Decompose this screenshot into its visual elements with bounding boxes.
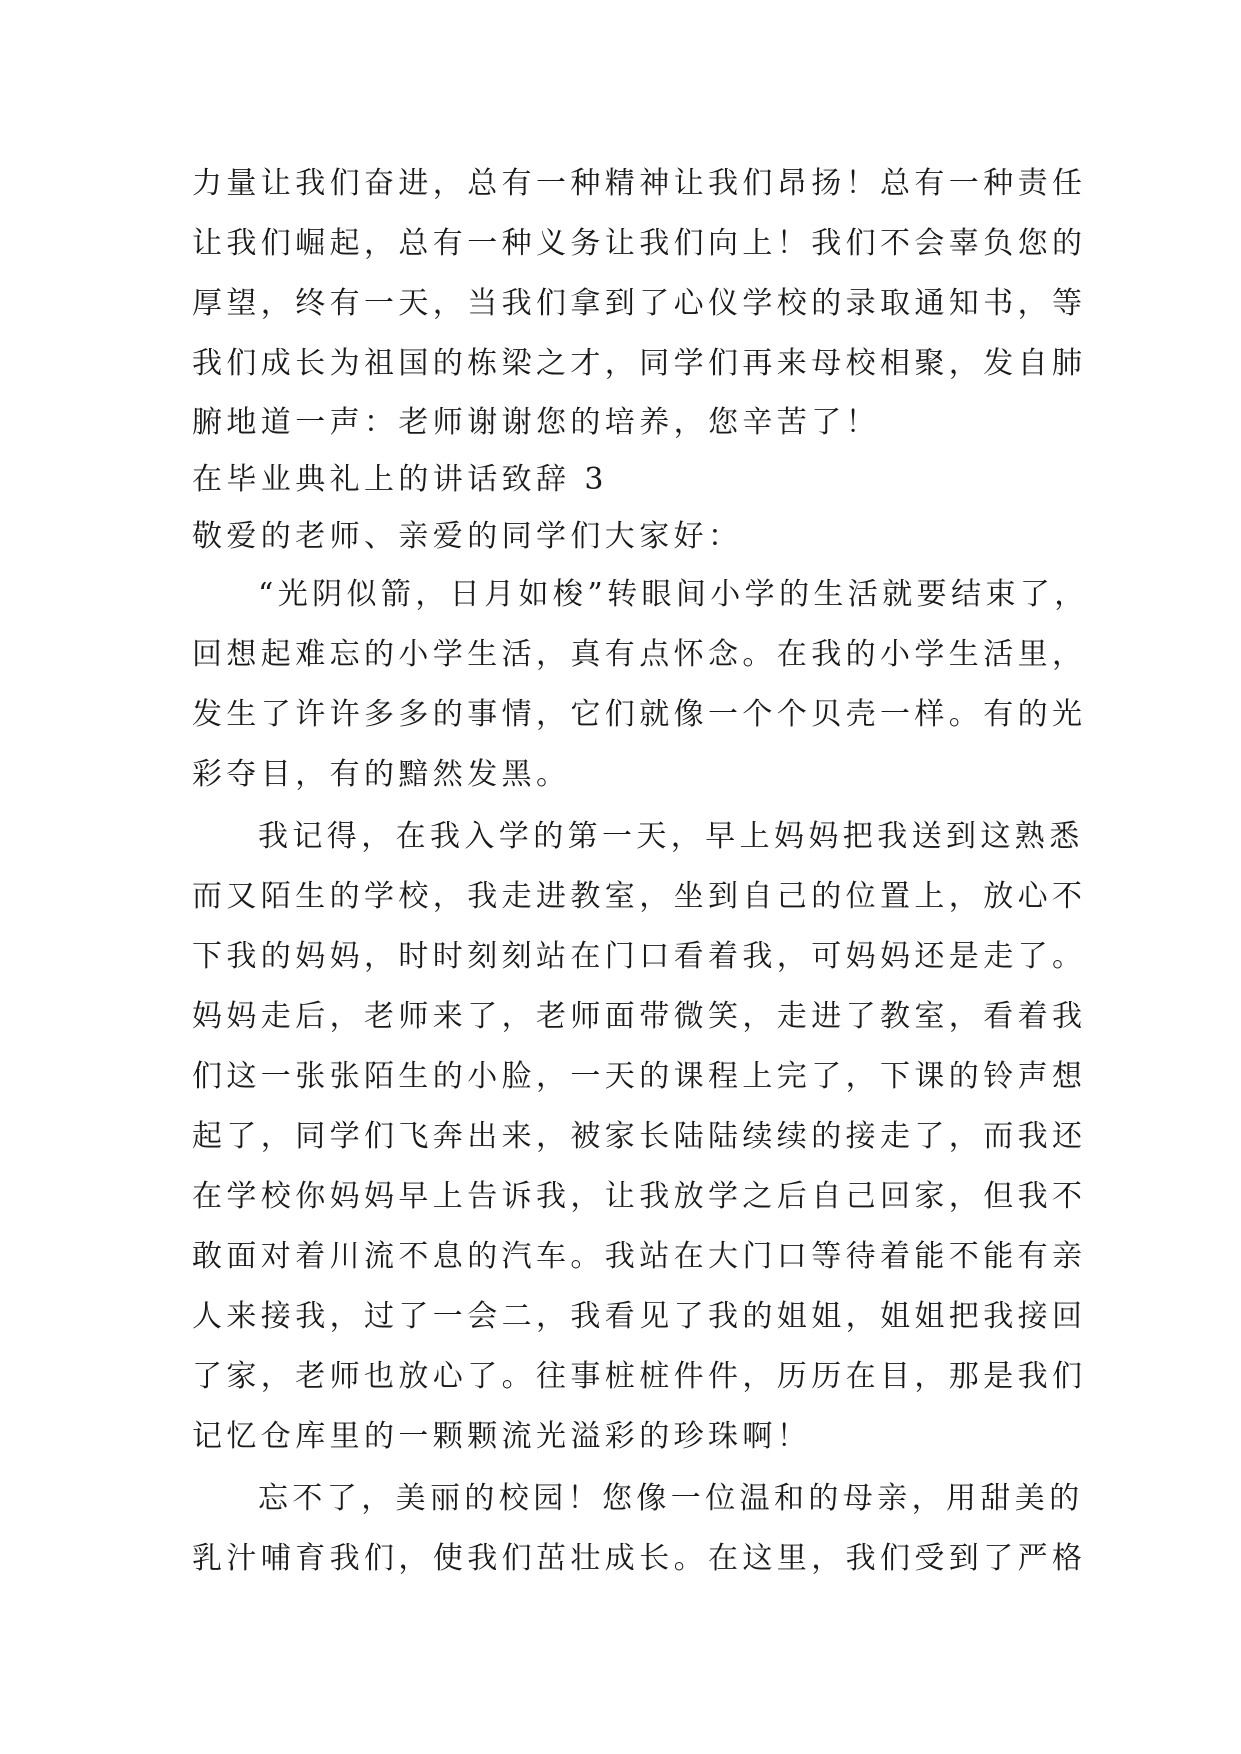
paragraph-line: 妈妈走后，老师来了，老师面带微笑，走进了教室，看着我 — [192, 999, 1087, 1034]
paragraph-line: 忘不了，美丽的校园！您像一位温和的母亲，用甜美的 — [258, 1481, 1084, 1516]
paragraph-line: 我记得，在我入学的第一天，早上妈妈把我送到这熟悉 — [258, 819, 1084, 854]
paragraph-line: 彩夺目，有的黯然发黑。 — [192, 757, 571, 792]
paragraph-line: 了家，老师也放心了。往事桩桩件件，历历在目，那是我们 — [192, 1359, 1087, 1394]
paragraph-line: 厚望，终有一天，当我们拿到了心仪学校的录取通知书，等 — [192, 286, 1087, 321]
paragraph-line: 我们成长为祖国的栋梁之才，同学们再来母校相聚，发自肺 — [192, 346, 1087, 381]
paragraph-line: 腑地道一声：老师谢谢您的培养，您辛苦了！ — [192, 405, 880, 440]
paragraph-line: “光阴似箭，日月如梭”转眼间小学的生活就要结束了， — [258, 577, 1089, 612]
paragraph-line: 让我们崛起，总有一种义务让我们向上！我们不会辜负您的 — [192, 226, 1087, 261]
paragraph-line: 下我的妈妈，时时刻刻站在门口看着我，可妈妈还是走了。 — [192, 939, 1087, 974]
paragraph-line: 而又陌生的学校，我走进教室，坐到自己的位置上，放心不 — [192, 879, 1087, 914]
paragraph-line: 力量让我们奋进，总有一种精神让我们昂扬！总有一种责任 — [192, 166, 1087, 201]
paragraph-line: 起了，同学们飞奔出来，被家长陆陆续续的接走了，而我还 — [192, 1119, 1087, 1154]
paragraph-line: 敢面对着川流不息的汽车。我站在大门口等待着能不能有亲 — [192, 1239, 1087, 1274]
paragraph-line: 在学校你妈妈早上告诉我，让我放学之后自己回家，但我不 — [192, 1179, 1087, 1214]
document-body — [192, 154, 1089, 1589]
section-title: 在毕业典礼上的讲话致辞 3 — [192, 462, 608, 497]
paragraph-line: 发生了许许多多的事情，它们就像一个个贝壳一样。有的光 — [192, 697, 1087, 732]
salutation: 敬爱的老师、亲爱的同学们大家好： — [192, 519, 743, 554]
paragraph-line: 乳汁哺育我们，使我们茁壮成长。在这里，我们受到了严格 — [192, 1541, 1087, 1576]
paragraph-line: 回想起难忘的小学生活，真有点怀念。在我的小学生活里， — [192, 637, 1087, 672]
paragraph-line: 记忆仓库里的一颗颗流光溢彩的珍珠啊！ — [192, 1419, 812, 1454]
paragraph-line: 人来接我，过了一会二，我看见了我的姐姐，姐姐把我接回 — [192, 1299, 1087, 1334]
paragraph-line: 们这一张张陌生的小脸，一天的课程上完了，下课的铃声想 — [192, 1059, 1087, 1094]
